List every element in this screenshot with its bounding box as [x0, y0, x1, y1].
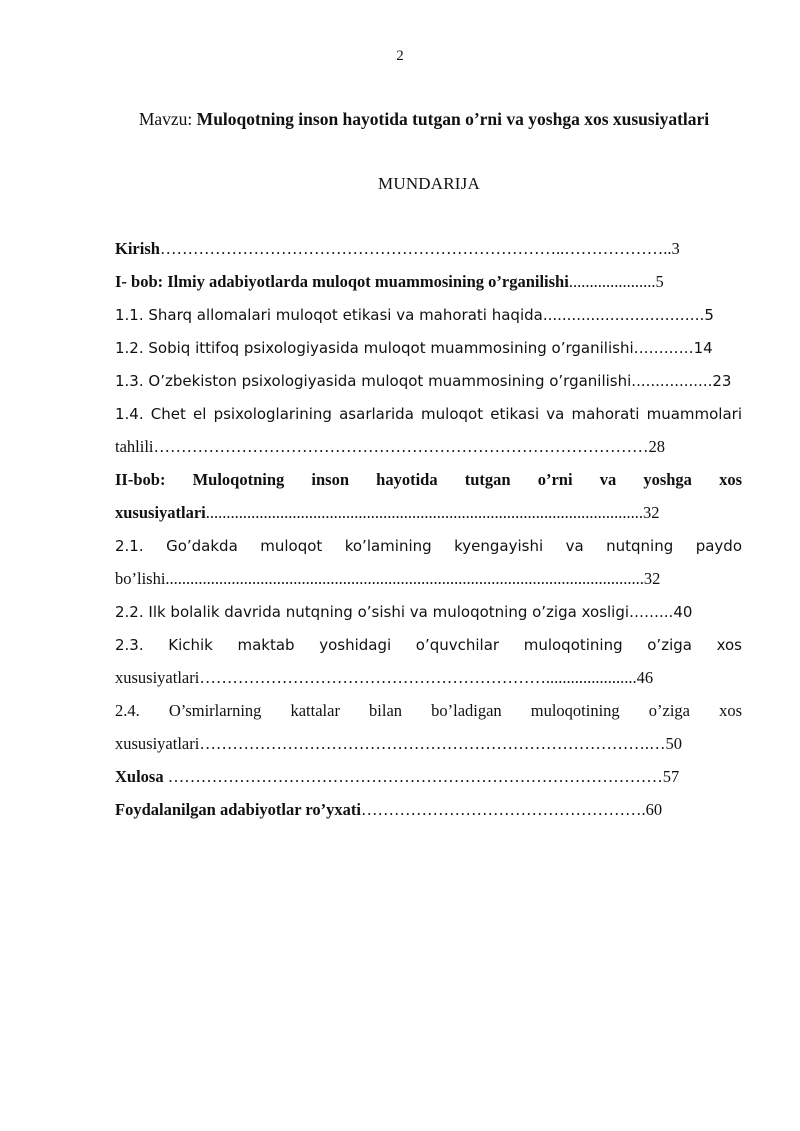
toc-label: tahlili	[115, 437, 154, 456]
toc-entry-2-1-line2	[115, 568, 742, 592]
toc-entry-1-4-line1: 1.4. Chet el psixologlarining asarlarida muloqot etikasi va mahorati muammolari	[115, 405, 742, 423]
toc-page: 40	[673, 603, 693, 621]
toc-page: 14	[693, 339, 713, 357]
toc-page: 60	[645, 800, 663, 819]
toc-label: 1.1. Sharq allomalari muloqot etikasi va mahorati haqida	[115, 306, 543, 324]
toc-entry-1-4-line2	[115, 436, 742, 460]
toc-label: xususiyatlari	[115, 503, 206, 522]
toc-leader: ………………………………………………………......................	[199, 668, 637, 687]
toc-leader: ………………………………………………………………………………	[153, 437, 649, 456]
toc-entry-2-1-line1: 2.1. Go’dakda muloqot ko’lamining kyengayishi va nutqning paydo	[115, 537, 742, 555]
toc-label: 2.2. Ilk bolalik davrida nutqning o’sishi va muloqotning o’ziga xosligi	[115, 603, 630, 621]
toc-leader: ……...	[629, 603, 674, 621]
toc-label: bo’lishi	[115, 569, 166, 588]
toc-leader: ………………………………………………………………………………	[163, 767, 663, 786]
toc-leader: ..........................................................................................................	[205, 503, 644, 522]
toc-label: I- bob: Ilmiy adabiyotlarda muloqot muammosining o’rganilishi	[115, 272, 569, 291]
toc-entry-2-4-line1: 2.4. O’smirlarning kattalar bilan bo’ladigan muloqotining o’ziga xos	[115, 701, 742, 720]
toc-entry-bob-1	[115, 271, 742, 295]
toc-leader: …………	[633, 339, 694, 357]
toc-entry-2-3-line1: 2.3. Kichik maktab yoshidagi o’quvchilar muloqotining o’ziga xos	[115, 636, 742, 654]
toc-page: 3	[671, 239, 680, 258]
topic-title: Muloqotning inson hayotida tutgan o’rni va yoshga xos xususiyatlari	[196, 109, 710, 129]
toc-leader: ....................................................................................................................	[165, 569, 644, 588]
toc-entry-xulosa	[115, 766, 742, 790]
toc-page: 28	[648, 437, 665, 456]
toc-label: xususiyatlari	[115, 734, 200, 753]
toc-entry-bob-2-line2	[115, 502, 742, 526]
toc-leader: ……………………………………………………………………….…	[199, 734, 666, 753]
toc-page: 46	[636, 668, 654, 687]
toc-leader: ..............……………….	[542, 306, 705, 324]
toc-page: 5	[655, 272, 664, 291]
toc-label: Kirish	[115, 239, 160, 258]
toc-label: 1.3. O’zbekiston psixologiyasida muloqot muammosining o’rganilishi	[115, 372, 632, 390]
toc-page: 32	[643, 569, 661, 588]
toc-entry-bob-2-line1: II-bob: Muloqotning inson hayotida tutgan o’rni va yoshga xos	[115, 470, 742, 489]
toc-leader: ………………………………………………………………..………………..	[159, 239, 672, 258]
toc-label: 1.2. Sobiq ittifoq psixologiyasida muloqot muammosining o’rganilishi	[115, 339, 634, 357]
topic-line	[0, 109, 800, 130]
topic-prefix: Mavzu:	[138, 109, 197, 129]
toc-page: 23	[712, 372, 732, 390]
toc-label: Foydalanilgan adabiyotlar ro’yxati	[115, 800, 362, 819]
toc-page: 5	[704, 306, 714, 324]
toc-page: 57	[662, 767, 680, 786]
toc-entry-adabiyotlar	[115, 799, 742, 823]
toc-entry-kirish	[115, 238, 742, 262]
page-number: 2	[396, 48, 404, 64]
toc-entry-1-1	[115, 304, 742, 328]
toc-entry-1-2	[115, 337, 742, 361]
toc-entry-2-2	[115, 601, 742, 625]
toc-entry-2-3-line2	[115, 667, 742, 691]
toc-label: xususiyatlari	[115, 668, 200, 687]
toc-leader: .................	[631, 372, 713, 390]
toc-heading: MUNDARIJA	[378, 174, 480, 193]
toc-page: 50	[665, 734, 682, 753]
toc-entry-2-4-line2	[115, 733, 742, 757]
toc-leader: …………………………………………….	[361, 800, 646, 819]
toc-entry-1-3	[115, 370, 742, 394]
toc-page: 32	[643, 503, 660, 522]
toc-label: Xulosa	[115, 767, 164, 786]
toc-leader: .....................	[568, 272, 656, 291]
